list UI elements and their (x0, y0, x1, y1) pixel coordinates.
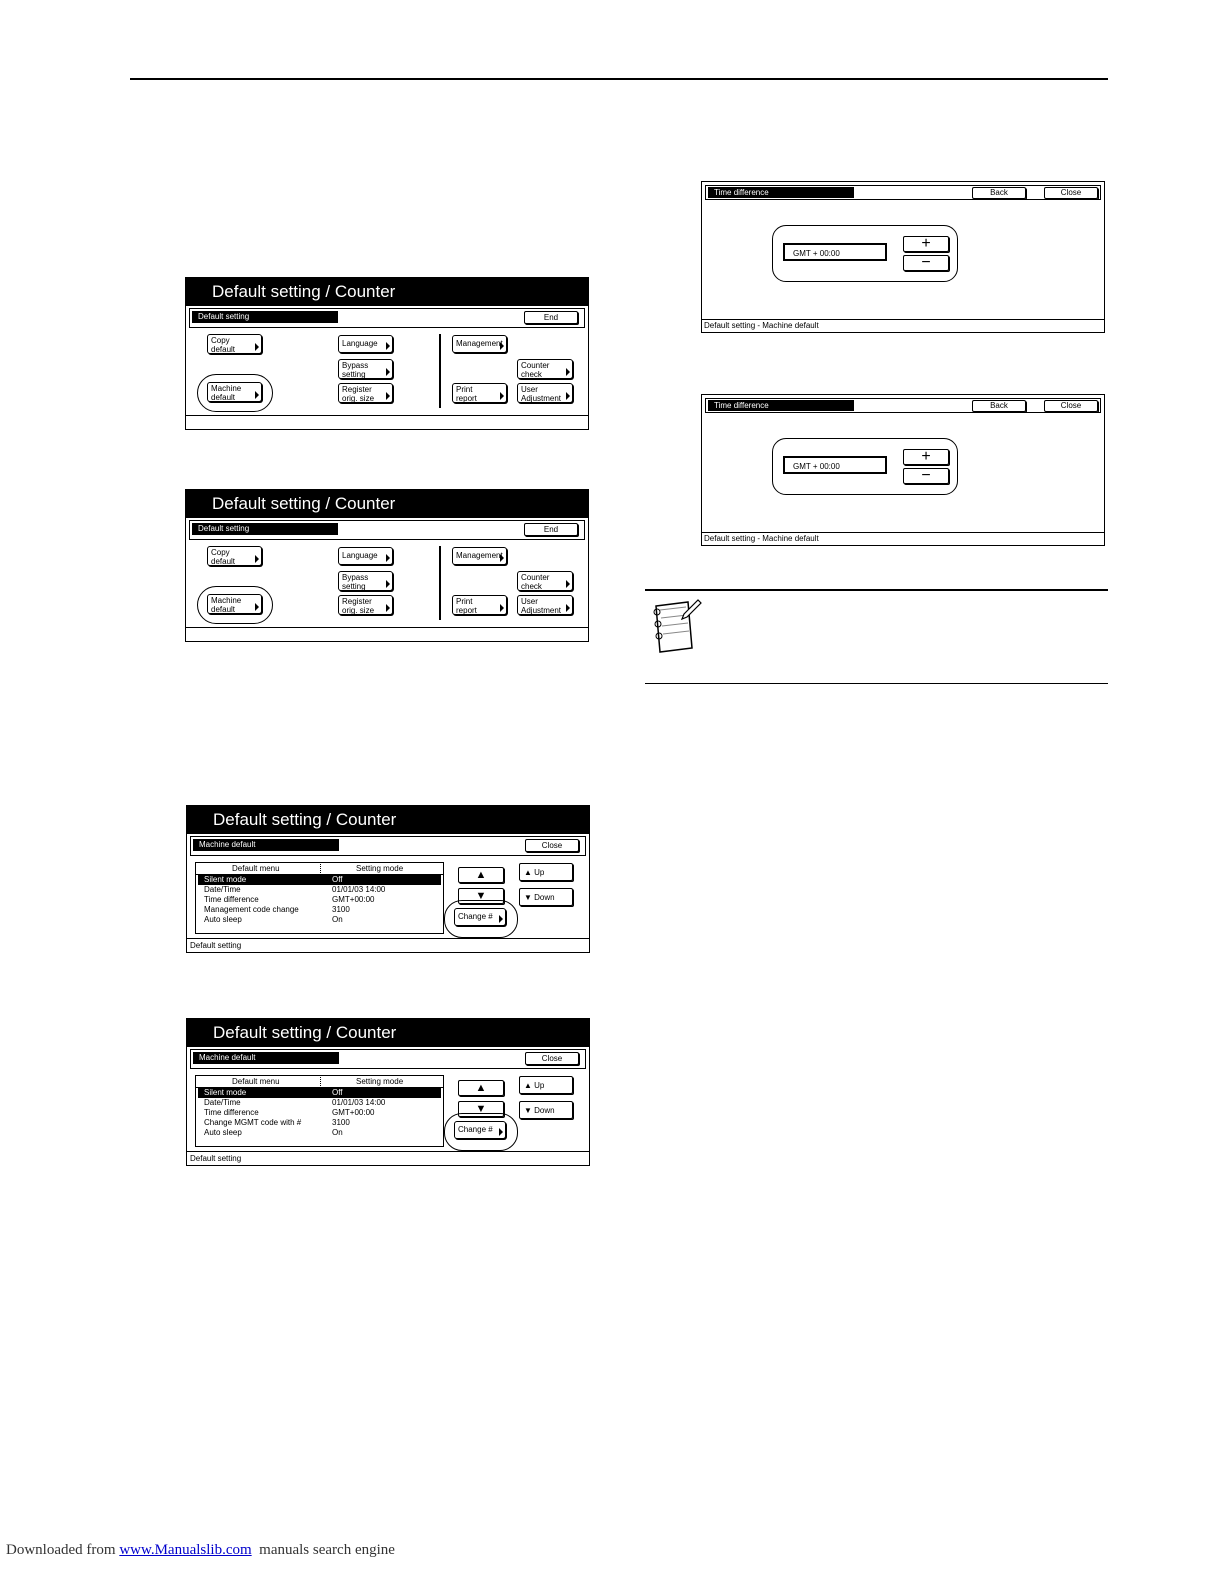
time-adjust-group (772, 438, 958, 495)
column-separator (320, 1077, 321, 1086)
machine-default-panel-1 (186, 805, 590, 953)
counter-check-button[interactable] (517, 571, 573, 591)
triangle-up-icon: ▲ (475, 869, 487, 881)
arrow-right-icon (255, 603, 259, 611)
triangle-down-icon: ▼ (475, 1103, 487, 1115)
change-number-button[interactable] (454, 1121, 506, 1139)
bypass-setting-label: Bypass setting (342, 361, 369, 379)
arrow-right-icon (386, 554, 390, 562)
plus-icon: + (921, 448, 931, 465)
print-report-label: Print report (456, 597, 477, 615)
machine-default-label: Machine default (211, 596, 242, 614)
down-label: Down (534, 1106, 555, 1115)
arrow-right-icon (386, 580, 390, 588)
copy-default-label: Copy default (211, 336, 236, 354)
list-row[interactable] (198, 1098, 441, 1108)
language-button[interactable] (338, 335, 393, 353)
td-title-bar (705, 398, 1101, 413)
panel-footer (186, 627, 588, 641)
time-adjust-group (772, 225, 958, 282)
list-row[interactable] (198, 915, 441, 925)
top-rule (130, 78, 1108, 80)
list-row[interactable] (198, 885, 441, 895)
td-footer: Default setting - Machine default (702, 532, 1104, 545)
up-label: Up (534, 868, 545, 877)
arrow-right-icon (255, 555, 259, 563)
arrow-right-icon (255, 343, 259, 351)
arrow-right-icon (386, 342, 390, 350)
td-title: Time difference (708, 187, 854, 198)
subbar (190, 836, 586, 856)
user-adjustment-label: User Adjustment (521, 597, 562, 615)
print-report-button[interactable] (452, 383, 507, 403)
panel-body (186, 542, 588, 627)
print-report-button[interactable] (452, 595, 507, 615)
arrow-right-icon (499, 1128, 503, 1136)
column-separator (320, 864, 321, 873)
register-orig-size-label: Register orig. size (342, 597, 375, 615)
subbar-label: Default setting (192, 311, 338, 323)
close-button[interactable]: Close (1044, 187, 1098, 199)
row-mode: Off (332, 875, 343, 884)
credit-suffix: manuals search engine (251, 1542, 395, 1558)
settings-list (195, 862, 444, 934)
arrow-right-icon (500, 604, 504, 612)
register-orig-size-button[interactable] (338, 595, 393, 615)
note-bottom-rule (645, 683, 1108, 684)
row-mode: 01/01/03 14:00 (332, 885, 386, 894)
down-label: Down (534, 893, 555, 902)
user-adjustment-button[interactable] (517, 383, 573, 403)
triangle-down-icon: ▼ (475, 890, 487, 902)
col-setting-mode: Setting mode (356, 1077, 404, 1086)
subbar (189, 520, 585, 540)
counter-check-button[interactable] (517, 359, 573, 379)
td-title: Time difference (708, 400, 854, 411)
minus-button[interactable] (903, 255, 949, 271)
close-button[interactable]: Close (525, 839, 579, 852)
print-report-label: Print report (456, 385, 477, 403)
arrow-right-icon (500, 392, 504, 400)
arrow-right-icon (386, 604, 390, 612)
machine-default-panel-2 (186, 1018, 590, 1166)
close-button[interactable]: Close (525, 1052, 579, 1065)
panel-title: Default setting / Counter (187, 806, 589, 834)
panel-footer (186, 415, 588, 429)
change-number-button[interactable] (454, 908, 506, 926)
list-row[interactable] (198, 1128, 441, 1138)
change-number-label: Change # (458, 912, 493, 921)
default-setting-panel-1 (185, 277, 589, 430)
arrow-right-icon (386, 368, 390, 376)
end-button[interactable]: End (524, 311, 578, 324)
arrow-right-icon (500, 342, 504, 350)
arrow-right-icon (566, 392, 570, 400)
panel-body (187, 858, 589, 938)
arrow-right-icon (566, 368, 570, 376)
subbar-label: Machine default (193, 839, 339, 851)
up-button[interactable] (519, 1076, 573, 1094)
back-button[interactable]: Back (972, 187, 1026, 199)
up-label: Up (534, 1081, 545, 1090)
notepad-icon (648, 598, 702, 654)
down-button[interactable] (519, 1101, 573, 1119)
row-menu: Change MGMT code with # (204, 1118, 302, 1127)
list-row[interactable] (198, 1118, 441, 1128)
scroll-up-button[interactable] (458, 1080, 504, 1096)
panel-footer: Default setting (187, 1151, 589, 1165)
panel-title: Default setting / Counter (186, 490, 588, 518)
row-menu: Time difference (204, 1108, 259, 1117)
divider (439, 334, 441, 408)
management-label: Management (456, 551, 503, 560)
minus-icon: − (921, 467, 931, 484)
td-title-bar (705, 185, 1101, 200)
row-mode: On (332, 1128, 343, 1137)
list-row[interactable] (198, 895, 441, 905)
bypass-setting-button[interactable] (338, 359, 393, 379)
subbar-label: Machine default (193, 1052, 339, 1064)
panel-body (186, 330, 588, 415)
register-orig-size-button[interactable] (338, 383, 393, 403)
row-menu: Silent mode (204, 1088, 247, 1097)
triangle-up-icon: ▲ (475, 1082, 487, 1094)
management-button[interactable] (452, 547, 507, 565)
time-difference-panel-1 (701, 181, 1105, 333)
col-default-menu: Default menu (232, 1077, 280, 1086)
copy-default-button[interactable] (207, 334, 262, 354)
scroll-up-button[interactable] (458, 867, 504, 883)
user-adjustment-button[interactable] (517, 595, 573, 615)
row-menu: Auto sleep (204, 1128, 242, 1137)
machine-default-button[interactable] (207, 594, 262, 614)
down-button[interactable] (519, 888, 573, 906)
machine-default-button[interactable] (207, 382, 262, 402)
management-label: Management (456, 339, 503, 348)
list-row[interactable] (198, 905, 441, 915)
row-menu: Date/Time (204, 1098, 241, 1107)
note-top-rule (645, 589, 1108, 591)
change-number-label: Change # (458, 1125, 493, 1134)
divider (439, 546, 441, 620)
language-label: Language (342, 339, 378, 348)
list-row[interactable] (198, 1108, 441, 1118)
up-button[interactable] (519, 863, 573, 881)
row-mode: 3100 (332, 905, 350, 914)
register-orig-size-label: Register orig. size (342, 385, 375, 403)
close-button[interactable]: Close (1044, 400, 1098, 412)
row-menu: Silent mode (204, 875, 247, 884)
triangle-down-icon: ▼ (524, 893, 532, 902)
subbar (189, 308, 585, 328)
copy-default-button[interactable] (207, 546, 262, 566)
manualslib-link[interactable]: www.Manualslib.com (119, 1542, 252, 1558)
list-row[interactable] (198, 875, 441, 885)
management-button[interactable] (452, 335, 507, 353)
arrow-right-icon (500, 554, 504, 562)
subbar (190, 1049, 586, 1069)
machine-default-label: Machine default (211, 384, 242, 402)
minus-button[interactable] (903, 468, 949, 484)
row-mode: GMT+00:00 (332, 895, 375, 904)
arrow-right-icon (566, 604, 570, 612)
arrow-right-icon (499, 915, 503, 923)
plus-button[interactable] (903, 449, 949, 465)
row-mode: 01/01/03 14:00 (332, 1098, 386, 1107)
counter-check-label: Counter check (521, 361, 550, 379)
panel-body (187, 1071, 589, 1151)
credit-prefix: Downloaded from (6, 1542, 120, 1558)
list-header (196, 863, 443, 875)
col-default-menu: Default menu (232, 864, 280, 873)
download-credit (6, 1542, 395, 1559)
gmt-value-display: GMT + 00:00 (783, 456, 887, 474)
minus-icon: − (921, 254, 931, 271)
row-menu: Auto sleep (204, 915, 242, 924)
arrow-right-icon (255, 391, 259, 399)
row-mode: On (332, 915, 343, 924)
arrow-right-icon (386, 392, 390, 400)
row-menu: Management code change (204, 905, 299, 914)
triangle-up-icon: ▲ (524, 868, 532, 877)
arrow-right-icon (566, 580, 570, 588)
panel-title: Default setting / Counter (187, 1019, 589, 1047)
row-mode: Off (332, 1088, 343, 1097)
user-adjustment-label: User Adjustment (521, 385, 562, 403)
default-setting-panel-2 (185, 489, 589, 642)
settings-list (195, 1075, 444, 1147)
time-difference-panel-2 (701, 394, 1105, 546)
row-mode: 3100 (332, 1118, 350, 1127)
td-footer: Default setting - Machine default (702, 319, 1104, 332)
language-label: Language (342, 551, 378, 560)
subbar-label: Default setting (192, 523, 338, 535)
plus-button[interactable] (903, 236, 949, 252)
row-menu: Date/Time (204, 885, 241, 894)
bypass-setting-label: Bypass setting (342, 573, 369, 591)
triangle-up-icon: ▲ (524, 1081, 532, 1090)
end-button[interactable]: End (524, 523, 578, 536)
bypass-setting-button[interactable] (338, 571, 393, 591)
gmt-value-display: GMT + 00:00 (783, 243, 887, 261)
panel-footer: Default setting (187, 938, 589, 952)
list-row[interactable] (198, 1088, 441, 1098)
plus-icon: + (921, 235, 931, 252)
back-button[interactable]: Back (972, 400, 1026, 412)
triangle-down-icon: ▼ (524, 1106, 532, 1115)
counter-check-label: Counter check (521, 573, 550, 591)
language-button[interactable] (338, 547, 393, 565)
col-setting-mode: Setting mode (356, 864, 404, 873)
panel-title: Default setting / Counter (186, 278, 588, 306)
list-header (196, 1076, 443, 1088)
row-menu: Time difference (204, 895, 259, 904)
copy-default-label: Copy default (211, 548, 236, 566)
row-mode: GMT+00:00 (332, 1108, 375, 1117)
